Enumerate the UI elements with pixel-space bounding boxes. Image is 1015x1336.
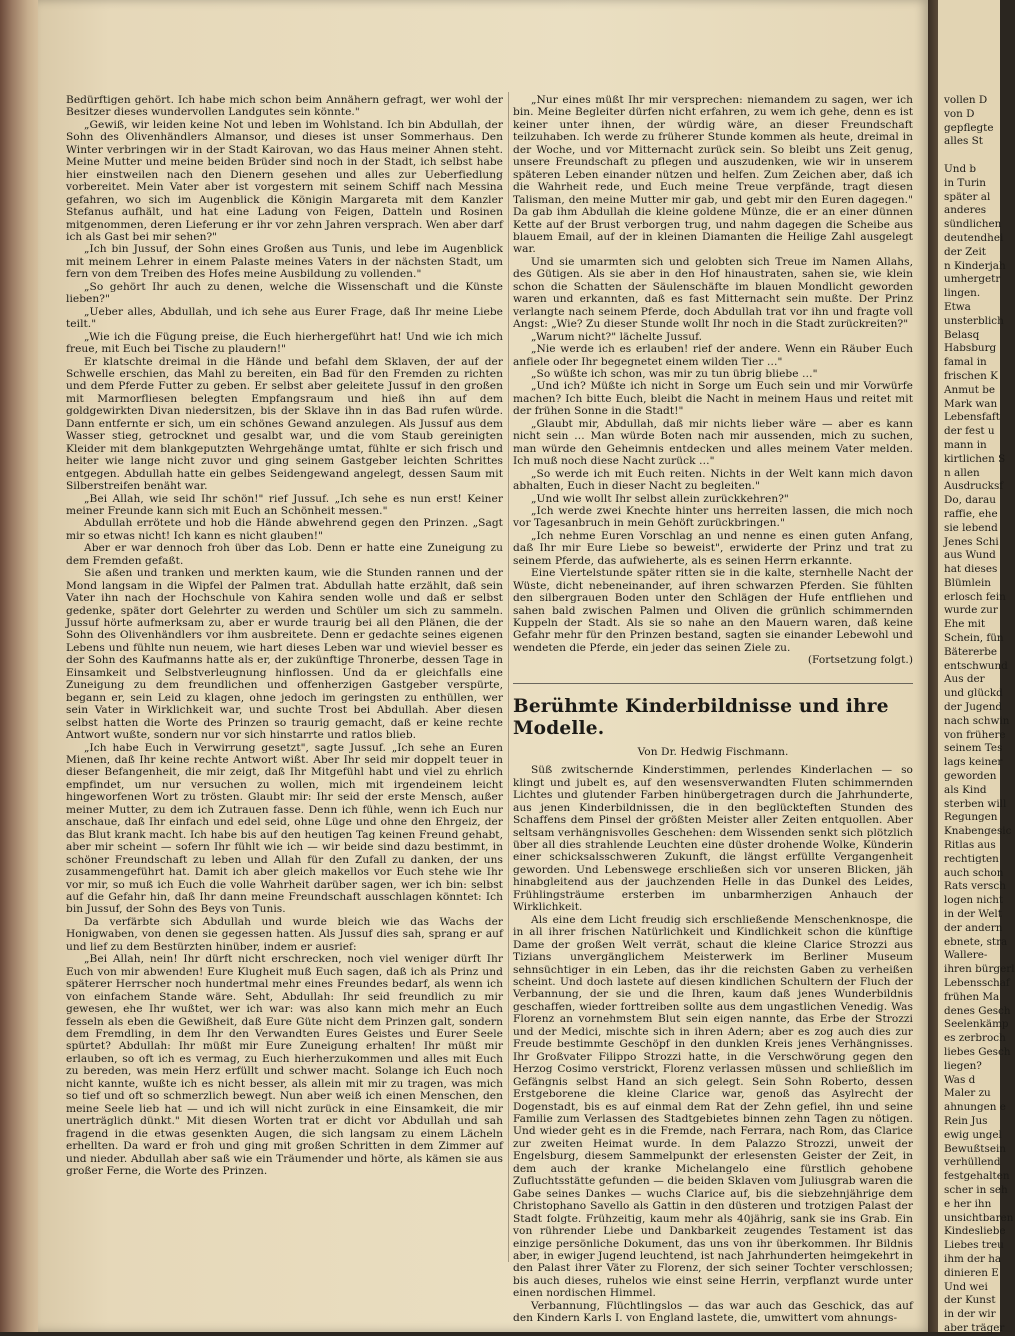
fragment-line: raffie, ehe	[944, 507, 998, 520]
fragment-line: Rein Jus	[944, 1114, 988, 1127]
story-column-right	[513, 94, 913, 1325]
fragment-line: kirtlichen S	[944, 452, 1006, 465]
fragment-line: mann in	[944, 438, 987, 451]
fragment-line: Blümlein	[944, 576, 991, 589]
fragment-line	[944, 149, 1004, 163]
fragment-line: es zerbroch	[944, 1032, 1006, 1045]
paragraph: „Bei Allah, wie seid Ihr schön!" rief Jussuf. „Ich sehe es nun erst! Keiner meiner Freunde kann sich mit Euch an Schönheit messen."	[66, 492, 503, 517]
paragraph: „Und wie wollt Ihr selbst allein zurückkehren?"	[531, 492, 789, 505]
paragraph: Eine Viertelstunde später ritten sie in die kalte, sternhelle Nacht der Wüste, dicht nebeneinander, auf ihren schwarzen Pferden. Sie fühlten den silbergrauen Boden unter den Schlägen der Hufe entfliehen und sahen bald zwischen Palmen und Oliven die grünlich schimmernden Kuppeln der Stadt. Als sie so nahe an den Mauern waren, daß keine Gefahr mehr für den Prinzen bestand, sagten sie einander Lebewohl und wendeten die Pferde, ein jeder das seinen Ziele zu.	[513, 567, 913, 654]
fragment-line: unsterblich	[944, 314, 1004, 327]
fragment-line: aus Wund	[944, 549, 996, 562]
paragraph: „Bei Allah, nein! Ihr dürft nicht erschrecken, noch viel weniger dürft Ihr Euch von mir abwenden! Eure Klugheit muß Euch sagen, daß ich als Prinz und späterer Herrscher noch hundertmal mehr eines Freundes bedarf, als wenn ich von einfachem Stande wäre. Seht, Abdullah: Ihr seid freundlich zu mir gewesen, ehe Ihr wußtet, wer ich war: was also kann mich mehr an Euch fesseln als eben die Gewißheit, daß Eure Güte nicht dem Prinzen galt, sondern dem Fremdling, in dem Ihr den Verwandten Eures Geistes und Eurer Seele spürtet? Abdullah: Ihr müßt mir Eure Zuneigung erhalten! Ihr müßt mir erlauben, so oft ich es vermag, zu Euch hierherzukommen und alles mit Euch zu bereden, was mein Herz erfüllt und schwer macht. Solange ich Euch noch nicht kannte, wußte ich es nicht besser, als allein mit mir zu tragen, was mich so tief und oft so schmerzlich bewegt. Nun aber weiß ich einen Menschen, den meine Seele lieb hat — und ich will nicht zurück in eine Einsamkeit, die mir unerträglich dünkt." Mit diesen Worten trat er dicht vor Abdullah und sah fragend in die etwas gesenkten Augen, die sich langsam zu einem Lächeln erhellten. Da ward er froh und ging mit großen Schritten in dem Zimmer auf und nieder. Abdullah aber saß wie ein Träumender und hörte, als kämen sie aus großer Ferne, die Worte des Prinzen.	[66, 953, 503, 1177]
fragment-line: Seelenkämp	[944, 1018, 1009, 1031]
paragraph: Da verfärbte sich Abdullah und wurde bleich wie das Wachs der Honigwaben, von denen sie gegessen hatten. Als Jussuf dies sah, sprang er auf und lief zu dem Bestürzten hinüber, indem er ausrief:	[66, 915, 503, 953]
fragment-line: umhergetr	[944, 273, 1001, 286]
book-binding	[0, 0, 40, 1332]
fragment-line: Liebes treu	[944, 1239, 1004, 1252]
fragment-line: Lebensschaf	[944, 977, 1010, 989]
story-continuation	[513, 94, 913, 654]
paragraph: „Ich werde zwei Knechte hinter uns herreiten lassen, die mich noch vor Tagesanbruch in mein Gehöft zurückbringen."	[513, 504, 913, 530]
fragment-line: der Kunst	[944, 1294, 996, 1307]
fragment-line: Schein, fün	[944, 632, 1004, 645]
paragraph: „Ueber alles, Abdullah, und ich sehe aus Eurer Frage, daß Ihr meine Liebe teilt."	[66, 305, 503, 331]
fragment-line: Kindesliebe	[944, 1225, 1006, 1238]
fragment-line: in der wir	[944, 1308, 996, 1321]
paragraph: Abdullah errötete und hob die Hände abwehrend gegen den Prinzen. „Sagt mir so etwas nicht! Ich kann es nicht glauben!"	[66, 517, 503, 542]
fragment-line: erlosch fein	[944, 590, 1006, 603]
paragraph: „Warum nicht?" lächelte Jussuf.	[531, 330, 703, 343]
fragment-line: scher in seh	[944, 1183, 1008, 1196]
fragment-line: der andern	[944, 921, 1003, 934]
paragraph: „Und ich? Müßte ich nicht in Sorge um Euch sein und mir Vorwürfe machen? Ich bitte Euch, bleibt die Nacht in meinem Haus und reitet mit der frühen Sonne in die Stadt!"	[513, 380, 913, 418]
paragraph: Verbannung, Flüchtlingslos — das war auch das Geschick, das auf den Kindern Karls I. von England lastete, die, umwittert vom ahnungs-	[513, 1299, 913, 1325]
fragment-line: Ausdrucksf	[944, 480, 1004, 493]
fragment-line: Ehe mit	[944, 618, 986, 631]
fragment-line: ebnete, stra	[944, 935, 1008, 948]
fragment-line: und glückd	[944, 687, 1003, 700]
fragment-line: hat dieses	[944, 563, 998, 576]
fragment-line: lingen.	[944, 287, 981, 300]
paragraph: Aber er war dennoch froh über das Lob. Denn er hatte eine Zuneigung zu dem Fremden gefaßt.	[66, 542, 503, 567]
fragment-line: n allen	[944, 466, 980, 479]
fragment-line: der Jugend	[944, 701, 1003, 714]
fragment-line: vollen D	[944, 94, 988, 106]
article-body	[513, 764, 913, 1324]
fragment-line: Ritlas aus	[944, 839, 996, 852]
fragment-line: deutendhei	[944, 231, 1004, 244]
fragment-line: von D	[944, 107, 975, 120]
continuation-note: (Fortsetzung folgt.)	[807, 654, 913, 667]
article-divider	[513, 683, 913, 684]
page-gutter	[928, 0, 938, 1332]
fragment-line: alles St	[944, 135, 983, 148]
fragment-line: ewig ungel	[944, 1128, 1002, 1141]
fragment-line: Mark wan	[944, 397, 998, 410]
fragment-line: Rats versch	[944, 880, 1006, 893]
fragment-line: Lebensfaft	[944, 411, 1000, 424]
fragment-line: in der Welt	[944, 908, 1002, 921]
fragment-line: dinieren E	[944, 1266, 999, 1279]
fragment-line: n Kinderjah	[944, 259, 1006, 272]
paragraph: Als eine dem Licht freudig sich erschließende Menschenknospe, die in all ihrer frischen Natürlichkeit und Kindlichkeit schon die künftige Dame der großen Welt verrät, schaut die kleine Clarice Strozzi aus Tizians unvergänglichem Meisterwerk im Berliner Museum sehnsüchtiger in ein Leben, das ihr die reichsten Gaben zu verheißen scheint. Und doch lastete auf diesen kindlichen Schultern der Fluch der Verbannung, der sie und die Ihren, kaum daß jenes Wunderbildnis geschaffen, wieder forttreiben sollte aus dem ungastlichen Venedig. Was Florenz an vornehmstem Blut sein eigen nannte, das Erbe der Strozzi und der Medici, mischte sich in ihren Adern; aber es zog auch dies zur Freude bestimmte Geschöpf in den dunklen Kreis jenes Verhängnisses. Ihr Großvater Filippo Strozzi hatte, in die Verschwörung gegen den Herzog Cosimo verstrickt, Florenz verlassen müssen und schließlich im Gefängnis selbst Hand an sich gelegt. Sein Sohn Roberto, dessen Erstgeborene die kleine Clarice war, genoß das Asylrecht der Dogenstadt, bis es auf einmal dem Rat der Zehn gefiel, ihn und seine Familie zum Verlassen des Stadtgebietes binnen zehn Tagen zu nötigen. Und wieder geht es in die Fremde, nach Ferrara, nach Rom, das Clarice zur zweiten Heimat wurde. In dem Palazzo Strozzi, unweit der Engelsburg, diesem Sammelpunkt der erlesensten Geister der Zeit, in dem auch der kranke Michelangelo eine fürstlich gehobene Zufluchtsstätte gefunden — die beiden Sklaven vom Juliusgrab waren die Gabe seines Dankes — wuchs Clarice auf, bis die siebzehnjährige dem Christophano Savello als Gattin in den düsteren und trotzigen Palast der Stadt folgte. Frühzeitig, kaum mehr als 40jährig, sank sie ins Grab. Ein von rührender Liebe und Dankbarkeit zeugendes Testament ist das einzige persönliche Dokument, das uns von ihr überkommen. Ihr Bildnis aber, in ewiger Jugend leuchtend, ist nach Jahrhunderten heimgekehrt in den Palast ihrer Väter zu Florenz, der sich seiner Tochter verschlossen; bis auch dieses, ruhelos wie einst seine Herrin, verpflanzt wurde unter einen nordischen Himmel.	[513, 913, 913, 1300]
article-byline: Von Dr. Hedwig Fischmann.	[637, 745, 789, 758]
article-headline: Berühmte Kinderbildnisse und ihre Modelle.	[513, 695, 889, 739]
fragment-line: denes Gesch	[944, 1004, 1011, 1017]
fragment-line: aber träger	[944, 1321, 1005, 1334]
fragment-line: ihren bürgerl	[944, 963, 1015, 976]
fragment-line: Regungen	[944, 811, 998, 824]
fragment-line: geworden	[944, 770, 997, 783]
fragment-line: unsichtbaren	[944, 1211, 1014, 1224]
fragment-line: Anmut be	[944, 383, 996, 396]
fragment-line: Bätererbe	[944, 645, 998, 658]
fragment-line: famal in	[944, 356, 987, 369]
fragment-line: Was d	[944, 1073, 976, 1086]
fragment-line: Belasq	[944, 328, 980, 341]
fragment-line: e her ihn	[944, 1197, 992, 1210]
fragment-line: ihm der ha	[944, 1252, 1002, 1265]
fragment-line: Und wei	[944, 1280, 988, 1293]
fragment-line: liebes Gesch	[944, 1045, 1011, 1058]
fragment-line: sie lebend	[944, 521, 998, 534]
paragraph: Und sie umarmten sich und gelobten sich Treue im Namen Allahs, des Gütigen. Als sie aber in den Hof hinaustraten, sahen sie, wie klein schon die Schatten der Säulenschäfte im blauen Mondlicht geworden waren und erkannten, daß es fast Mitternacht sein mußte. Der Prinz verlangte nach seinem Pferde, doch Abdullah trat vor ihn und fragte voll Angst: „Wie? Zu dieser Stunde wollt Ihr noch in die Stadt zurückreiten?"	[513, 255, 913, 331]
paragraph: „Wie ich die Fügung preise, die Euch hierhergeführt hat! Und wie ich mich freue, mit Euch bei Tische zu plaudern!"	[66, 330, 503, 356]
story-column-left	[66, 94, 503, 1254]
next-page-fragments	[944, 94, 1015, 1336]
fragment-line: logen nicht	[944, 894, 1004, 907]
fragment-line: als Kind	[944, 783, 987, 796]
paragraph: „Ich habe Euch in Verwirrung gesetzt", sagte Jussuf. „Ich sehe an Euren Mienen, daß Ihr keine rechte Antwort wißt. Aber Ihr seid mir doppelt teuer in dieser Befangenheit, die mir zeigt, daß Ihr Mitgefühl habt und viel zu ehrlich empfindet, um nur versuchen zu wollen, mich mit irgendeinem leicht hingeworfenen Wort zu trösten. Glaubt mir: Ihr seid der erste Mensch, außer meiner Mutter, zu dem ich Zutrauen fasse. Denn ich fühle, wenn ich Euch nur anschaue, daß Ihr einfach und edel seid, ohne Lüge und ohne den Ehrgeiz, der das Blut krank macht. Ich habe bis auf den heutigen Tag keinen Freund gehabt, aber mir scheint — sofern Ihr fühlt wie ich — wir beide sind dazu bestimmt, in schöner Freundschaft zu leben und Allah für den Zufall zu danken, der uns zusammengeführt hat. Damit ich aber gleich makellos vor Euch stehe wie Ihr vor mir, so muß ich Euch die volle Wahrheit darüber sagen, wer ich bin: selbst auf die Gefahr hin, daß Ihr dann meine Freundschaft ausschlagen könntet: Ich bin Jussuf, der Sohn des Beys von Tunis.	[66, 741, 503, 916]
fragment-line: Aus der	[944, 673, 985, 686]
paragraph: „Glaubt mir, Abdullah, daß mir nichts lieber wäre — aber es kann nicht sein … Man würde Boten nach mir aussenden, mich zu suchen, man würde den Geheimnis entdecken und alles meinem Vater melden. Ich muß noch diese Nacht zurück …"	[513, 417, 913, 468]
fragment-line: anderes	[944, 204, 987, 217]
fragment-line: frühen Ma	[944, 990, 1000, 1003]
fragment-line: Maler zu	[944, 1087, 991, 1100]
fragment-line: Knabengesic	[944, 825, 1012, 838]
paragraph: „So wüßte ich schon, was mir zu tun übrig bliebe …"	[531, 367, 818, 380]
fragment-line: frischen K	[944, 369, 998, 382]
fragment-line: Do, darau	[944, 494, 996, 507]
paragraph: Süß zwitschernde Kinderstimmen, perlendes Kinderlachen — so klingt und jubelt es, auf den wesensverwandten Fluten schimmernden Lichtes und glutender Farben hinübergetragen durch die Jahrhunderte, aus jenen Kinderbildnissen, die in den beglückteften Stunden des Schaffens dem Pinsel der größten Meister aller Zeiten entquollen. Aber seltsam verhängnisvolles Geschehen: dem Wissenden senkt sich plötzlich über all dies strahlende Leuchten eine düster drohende Wolke, Künderin einer schicksalsschweren Zukunft, die längst erfüllte Vergangenheit geworden. Und Lebenswege erschließen sich vor unseren Blicken, jäh hinabgleitend aus der jauchzenden Helle in das Dunkel des Leides, Frühlingsträume ersterben im unbarmherzigen Anhauch der Wirklichkeit.	[513, 764, 913, 914]
paragraph: „So gehört Ihr auch zu denen, welche die Wissenschaft und die Künste lieben?"	[66, 280, 503, 306]
fragment-line: auch schon	[944, 866, 1004, 879]
fragment-line: von frühere	[944, 728, 1006, 741]
fragment-line: seinem Tes	[944, 742, 1003, 755]
fragment-line: lags keiner	[944, 756, 1003, 769]
fragment-line: nach schwin	[944, 714, 1010, 727]
fragment-line: gepflegte	[944, 121, 994, 134]
column-rule	[508, 92, 509, 1262]
fragment-line: der Zeit	[944, 245, 986, 258]
fragment-line: entschwund	[944, 659, 1008, 672]
fragment-line: wurde zur	[944, 604, 998, 617]
fragment-line: der fest u	[944, 425, 995, 438]
paragraph: „Gewiß, wir leiden keine Not und leben im Wohlstand. Ich bin Abdullah, der Sohn des Olivenhändlers Almansor, und dieses ist unser Sommerhaus. Den Winter verbringen wir in der Stadt Kairovan, wo das Haus meiner Ahnen steht. Meine Mutter und meine beiden Brüder sind noch in der Stadt, ich selbst habe hier einstweilen nach den Dienern gesehen und alles zur Ueberfiedlung vorbereitet. Mein Vater aber ist vorgestern mit seinem Schiff nach Messina gefahren, wo sich im Augenblick die Königin Margareta mit dem Kanzler Stefanus aufhält, und hat eine Ladung von Feigen, Datteln und Rosinen mitgenommen, deren Lieferung er ihr vor zehn Jahren versprach. Wen aber darf ich als Gast bei mir sehen?"	[66, 118, 503, 243]
paragraph: „Ich nehme Euren Vorschlag an und nenne es einen guten Anfang, daß Ihr mir Eure Liebe so beweist", erwiderte der Prinz und trat zu seinem Pferde, das aufwieherte, als es seinen Herrn erkannte.	[513, 529, 913, 567]
paragraph: Er klatschte dreimal in die Hände und befahl dem Sklaven, der auf der Schwelle erschien, das Mahl zu bereiten, ein Bad für den Fremden zu richten und dem Pferde Futter zu geben. Er selbst aber geleitete Jussuf in den großen mit Marmorfliesen belegten Empfangsraum und hieß ihn auf dem goldgewirkten Divan niedersitzen, bis der Sklave ihn in das Bad rufen würde. Dann entfernte er sich, um ein schönes Gewand anzulegen. Als Jussuf aus dem Wasser stieg, getrocknet und gesalbt war, und die vom Staub gereinigten Kleider mit dem blankgeputzten Wehrgehänge umtat, fühlte er sich frisch und heiter wie lange nicht zuvor und ging seinem Gastgeber leichten Schrittes entgegen. Abdullah hatte ein gelbes Seidengewand angelegt, dessen Saum mit Silberstreifen benäht war.	[66, 355, 503, 493]
paragraph: „Nur eines müßt Ihr mir versprechen: niemandem zu sagen, wer ich bin. Meine Begleiter dürfen nicht erfahren, zu wem ich gehe, denn es ist keiner unter ihnen, der würdig wäre, an dieser Freundschaft teilzuhaben. Ich werde zu früherer Stunde kommen als heute, dreimal in der Woche, und vor Mitternacht zurück sein. So bleibt uns Zeit genug, unsere Freundschaft zu pflegen und auszudenken, wie wir in unserem späteren Leben einander nützen und helfen. Zum Zeichen aber, daß ich die Wahrheit rede, und Euch meine Treue verpfände, tragt diesen Talisman, den meine Mutter mir gab, und gebt mir den Euren dagegen." Da gab ihm Abdullah die kleine goldene Münze, die er an einer dünnen Kette auf der Brust verborgen trug, und nahm dagegen die Scheibe aus blauem Email, auf der in kleinen Diamanten die Heilige Zahl ausgelegt war.	[513, 94, 913, 256]
next-page-edge	[938, 0, 1015, 1334]
fragment-line: ahnungen e	[944, 1101, 1006, 1114]
fragment-line: Jenes Schi	[944, 535, 999, 548]
paragraph: „So werde ich mit Euch reiten. Nichts in der Welt kann mich davon abhalten, Euch in dieser Nacht zu begleiten."	[513, 467, 913, 493]
fragment-line: in Turin	[944, 176, 986, 189]
fragment-line: Bewußtsein	[944, 1142, 1006, 1155]
fragment-line: sterben will	[944, 797, 1007, 810]
fragment-line: rechtigten	[944, 852, 999, 865]
fragment-line: sündlichen	[944, 218, 1002, 231]
fragment-line: liegen?	[944, 1059, 982, 1072]
fragment-line: später al	[944, 190, 991, 203]
paragraph: Sie aßen und tranken und merkten kaum, wie die Stunden rannen und der Mond langsam in die Wipfel der Palmen trat. Abdullah hatte erzählt, daß sein Vater ihn nach der Hochschule von Kahira senden wolle und daß er selbst gedenke, später dort Gelehrter zu werden und Schüler um sich zu sammeln. Jussuf hörte aufmerksam zu, aber er wurde traurig bei all den Plänen, die der Sohn des Olivenhändlers vor ihm ausbreitete. Denn er gedachte seines eigenen Lebens und fühlte nun neuem, wie hart dieses Leben war und wieviel besser es der Sohn des Kaufmanns hatte als er, der zukünftige Thronerbe, dessen Tage in Einsamkeit und Selbstverleugnung hinflossen. Und da er gleichfalls eine Zuneigung zu dem freundlichen und offenherzigen Gastgeber verspürte, begann er, sein Leid zu klagen, ohne jedoch im geringsten zu enthüllen, wer sein Vater in Wirklichkeit war, und suchte Trost bei Abdullah. Aber diesen selbst hatten die Worte des Prinzen so traurig gemacht, daß er keine rechte Antwort wußte, sondern nur vor sich hinstarrte und ratlos blieb.	[66, 567, 503, 742]
fragment-line: Wallere-	[944, 949, 988, 962]
fragment-line: festgehalten	[944, 1170, 1010, 1183]
fragment-line: Und b	[944, 162, 977, 175]
paragraph: „Nie werde ich es erlauben! rief der andere. Wenn ein Räuber Euch anfiele oder Ihr begegnetet einem wilden Tier …"	[513, 343, 913, 368]
paragraph: „Ich bin Jussuf, der Sohn eines Großen aus Tunis, und lebe im Augenblick mit meinem Lehrer in einem Palaste meines Vaters in der nächsten Stadt, um fern von dem Treiben des Hofes meine Ausbildung zu vollenden."	[66, 243, 503, 281]
fragment-line: verhüllend	[944, 1156, 1001, 1169]
paragraph: Bedürftigen gehört. Ich habe mich schon beim Annähern gefragt, wer wohl der Besitzer dieses wundervollen Landgutes sein könnte."	[66, 94, 503, 119]
fragment-line: Etwa	[944, 300, 971, 313]
fragment-line: Habsburg	[944, 342, 997, 355]
